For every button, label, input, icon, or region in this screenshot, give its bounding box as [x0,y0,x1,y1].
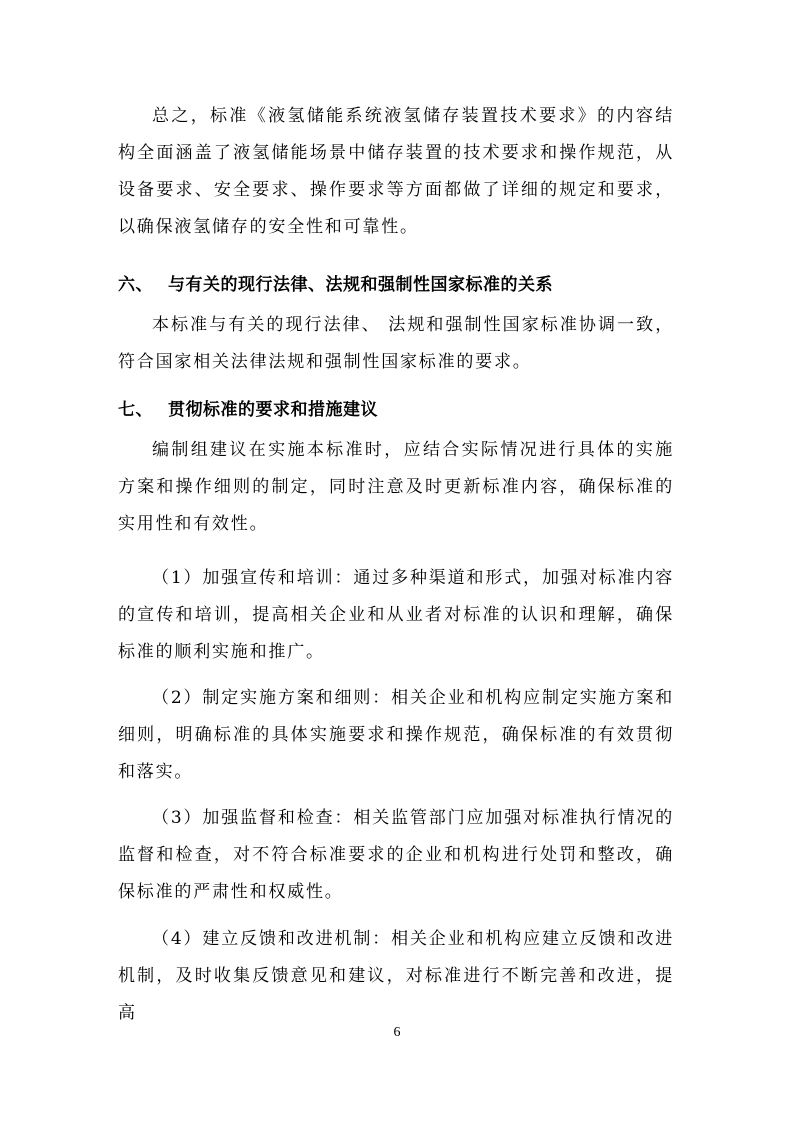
section-6-heading [118,270,674,300]
section-7-title: 贯彻标准的要求和措施建议 [168,400,378,420]
measure-item-4: （4）建立反馈和改进机制：相关企业和机构应建立反馈和改进机制，及时收集反馈意见和建议，对标准进行不断完善和改进，提高 [118,929,674,1023]
measure-item-2: （2）制定实施方案和细则：相关企业和机构应制定实施方案和细则，明确标准的具体实施要求和操作规范，确保标准的有效贯彻和落实。 [118,688,674,782]
section-6-paragraph: 本标准与有关的现行法律、 法规和强制性国家标准协调一致，符合国家相关法律法规和强制性国家标准的要求。 [118,315,674,372]
section-7-heading [118,395,674,425]
section-6-title: 与有关的现行法律、法规和强制性国家标准的关系 [168,275,553,295]
measure-item-3: （3）加强监督和检查：相关监管部门应加强对标准执行情况的监督和检查，对不符合标准要求的企业和机构进行处罚和整改，确保标准的严肃性和权威性。 [118,808,674,902]
measure-item-1: （1）加强宣传和培训：通过多种渠道和形式，加强对标准内容的宣传和培训，提高相关企业和从业者对标准的认识和理解，确保标准的顺利实施和推广。 [118,568,674,662]
section-7-intro-paragraph: 编制组建议在实施本标准时，应结合实际情况进行具体的实施方案和操作细则的制定，同时注意及时更新标准内容，确保标准的实用性和有效性。 [118,440,674,534]
summary-paragraph: 总之，标准《液氢储能系统液氢储存装置技术要求》的内容结构全面涵盖了液氢储能场景中储存装置的技术要求和操作规范，从设备要求、安全要求、操作要求等方面都做了详细的规定和要求，以确保液氢储存的安全性和可靠性。 [118,106,674,237]
section-7-number: 七、 [118,400,153,420]
section-6-number: 六、 [118,275,153,295]
page-number: 6 [393,1025,401,1040]
